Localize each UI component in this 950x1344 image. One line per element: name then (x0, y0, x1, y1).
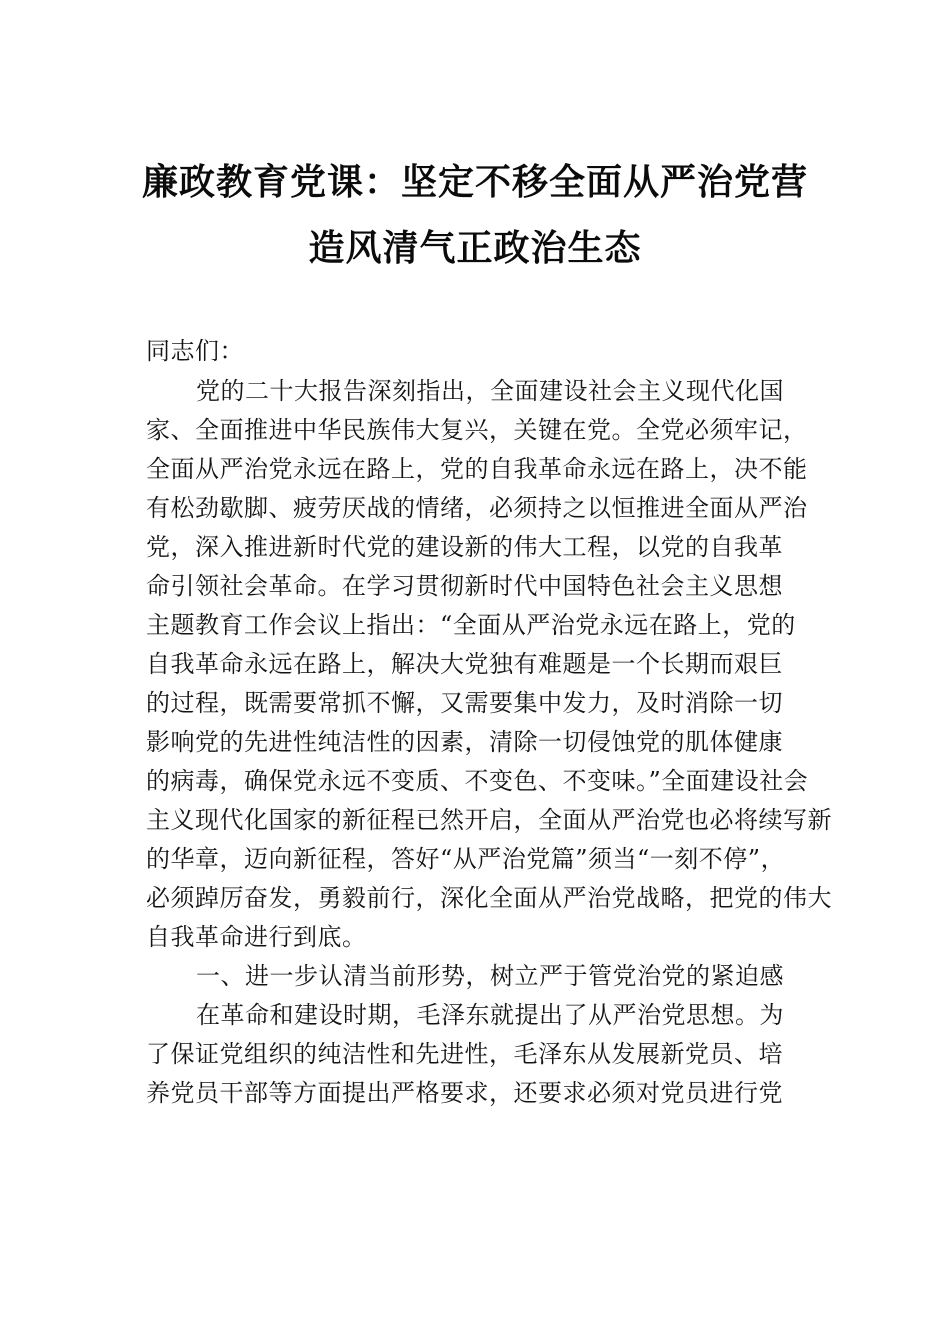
paragraph-line: 主题教育工作会议上指出：“全面从严治党永远在路上，党的 (146, 611, 796, 639)
paragraph-line: 在革命和建设时期，毛泽东就提出了从严治党思想。为 (196, 1001, 784, 1029)
paragraph-line: 自我革命进行到底。 (146, 923, 367, 951)
paragraph-line: 了保证党组织的纯洁性和先进性，毛泽东从发展新党员、培 (146, 1040, 783, 1068)
paragraph-line: 党的二十大报告深刻指出，全面建设社会主义现代化国 (196, 377, 784, 405)
document-title-line-1: 廉政教育党课：坚定不移全面从严治党营 (141, 161, 808, 203)
paragraph-line: 全面从严治党永远在路上，党的自我革命永远在路上，决不能 (146, 455, 808, 483)
greeting: 同志们： (146, 337, 244, 365)
section-heading: 一、进一步认清当前形势，树立严于管党治党的紧迫感 (196, 962, 784, 990)
document-title-line-2: 造风清气正政治生态 (308, 227, 642, 269)
paragraph-line: 的过程，既需要常抓不懈，又需要集中发力，及时消除一切 (146, 689, 783, 717)
paragraph-line: 主义现代化国家的新征程已然开启，全面从严治党也必将续写新 (146, 806, 832, 834)
paragraph-line: 家、全面推进中华民族伟大复兴，关键在党。全党必须牢记， (146, 416, 808, 444)
paragraph-line: 必须踔厉奋发，勇毅前行，深化全面从严治党战略，把党的伟大 (146, 884, 832, 912)
paragraph-line: 有松劲歇脚、疲劳厌战的情绪，必须持之以恒推进全面从严治 (146, 494, 808, 522)
paragraph-line: 的病毒，确保党永远不变质、不变色、不变味。”全面建设社会 (146, 767, 809, 795)
paragraph-line: 自我革命永远在路上，解决大党独有难题是一个长期而艰巨 (146, 650, 783, 678)
paragraph-line: 党，深入推进新时代党的建设新的伟大工程，以党的自我革 (146, 533, 783, 561)
paragraph-line: 养党员干部等方面提出严格要求，还要求必须对党员进行党 (146, 1079, 783, 1107)
paragraph-line: 影响党的先进性纯洁性的因素，清除一切侵蚀党的肌体健康 (146, 728, 783, 756)
paragraph-line: 的华章，迈向新征程，答好“从严治党篇”须当“一刻不停”， (146, 845, 786, 873)
paragraph-line: 命引领社会革命。在学习贯彻新时代中国特色社会主义思想 (146, 572, 783, 600)
